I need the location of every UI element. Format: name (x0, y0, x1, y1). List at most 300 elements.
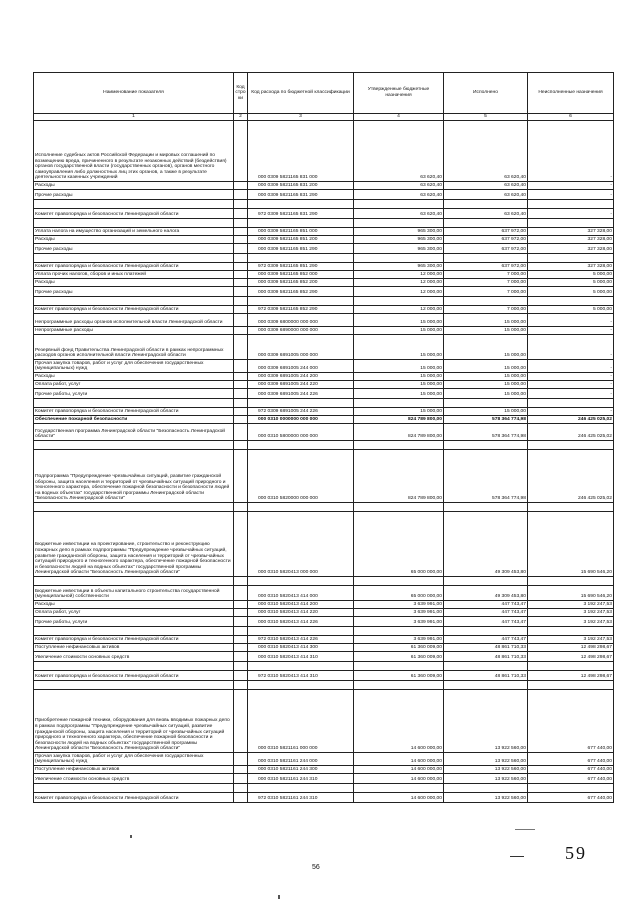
row-approved-amount: 824 789 800,00 (354, 416, 444, 424)
spacer-cell (234, 200, 248, 209)
table-row (34, 774, 614, 784)
table-body (34, 121, 614, 803)
row-line-code (234, 601, 248, 609)
table-row (34, 450, 614, 503)
row-expense-code: 972 0310 5820413 414 226 (248, 636, 354, 644)
spacer-cell (528, 784, 614, 793)
row-expense-code: 000 0309 5821165 852 200 (248, 279, 354, 287)
row-expense-code: 000 0310 5820413 414 000 (248, 586, 354, 601)
table-row (34, 244, 614, 254)
table-row (34, 287, 614, 297)
spacer-cell (248, 219, 354, 228)
table-spacer-row (34, 219, 614, 228)
row-line-code (234, 209, 248, 219)
row-expense-code: 000 0310 5820413 414 300 (248, 644, 354, 652)
spacer-cell (248, 441, 354, 450)
spacer-cell (34, 577, 234, 586)
spacer-cell (354, 577, 444, 586)
row-expense-code: 000 0309 6891005 244 220 (248, 381, 354, 389)
budget-execution-table (33, 72, 614, 803)
row-approved-amount: 3 639 991,00 (354, 617, 444, 627)
row-line-code (234, 408, 248, 416)
spacer-cell (354, 503, 444, 512)
row-remaining-amount: - (528, 314, 614, 327)
spacer-cell (34, 503, 234, 512)
row-approved-amount: 965 300,00 (354, 263, 444, 271)
row-executed-amount: 15 000,00 (444, 360, 528, 373)
row-expense-code: 000 0309 5821165 831 200 (248, 182, 354, 190)
row-executed-amount: 15 000,00 (444, 327, 528, 335)
row-executed-amount: 7 000,00 (444, 287, 528, 297)
row-approved-amount: 3 639 991,00 (354, 636, 444, 644)
row-line-code (234, 389, 248, 399)
table-spacer-row (34, 627, 614, 636)
row-line-code (234, 263, 248, 271)
spacer-cell (248, 784, 354, 793)
spacer-cell (34, 200, 234, 209)
spacer-cell (234, 219, 248, 228)
row-expense-code: 000 0310 5820000 000 000 (248, 450, 354, 503)
row-expense-code: 000 0310 5821161 000 000 (248, 690, 354, 753)
column-number: 4 (354, 114, 444, 121)
spacer-cell (234, 681, 248, 690)
row-approved-amount: 12 000,00 (354, 306, 444, 314)
row-remaining-amount: 246 425 025,02 (528, 424, 614, 441)
spacer-cell (234, 441, 248, 450)
row-expense-code: 000 0309 5821165 851 000 (248, 228, 354, 236)
row-remaining-amount: 327 328,00 (528, 244, 614, 254)
row-indicator-name: Непрограммные расходы органов исполнительной власти Ленинградской области (34, 314, 234, 327)
row-executed-amount: 447 743,47 (444, 609, 528, 617)
row-expense-code: 000 0310 5820413 414 200 (248, 601, 354, 609)
row-line-code (234, 424, 248, 441)
row-executed-amount: 15 000,00 (444, 373, 528, 381)
row-executed-amount: 49 309 453,80 (444, 512, 528, 577)
spacer-cell (444, 662, 528, 671)
row-executed-amount: 15 000,00 (444, 335, 528, 360)
budget-report-sheet (33, 72, 613, 803)
row-executed-amount: 637 972,00 (444, 244, 528, 254)
row-expense-code: 000 0309 5821165 851 290 (248, 244, 354, 254)
row-executed-amount: 49 309 453,80 (444, 586, 528, 601)
spacer-cell (34, 297, 234, 306)
spacer-cell (248, 577, 354, 586)
row-approved-amount: 3 639 991,00 (354, 601, 444, 609)
row-indicator-name: Подпрограмма "Предупреждение чрезвычайных ситуаций, развитие гражданской обороны, защита населения и территорий от чрезвычайных ситуаций природного и техногенного характера, обеспечение пожарной безопасности и безопасности людей на водных объектах" государственной программы Ленинградской области "Безопасность Ленинградской области" (34, 450, 234, 503)
table-row (34, 586, 614, 601)
row-executed-amount: 7 000,00 (444, 279, 528, 287)
row-expense-code: 000 0310 5820413 000 000 (248, 512, 354, 577)
row-indicator-name: Расходы (34, 279, 234, 287)
row-remaining-amount: 327 328,00 (528, 228, 614, 236)
spacer-cell (444, 254, 528, 263)
row-expense-code: 000 0310 5821161 244 310 (248, 774, 354, 784)
spacer-cell (34, 219, 234, 228)
row-line-code (234, 774, 248, 784)
row-line-code (234, 279, 248, 287)
table-row (34, 636, 614, 644)
spacer-cell (234, 784, 248, 793)
row-approved-amount: 14 600 000,00 (354, 793, 444, 803)
table-row (34, 690, 614, 753)
row-approved-amount: 61 360 009,00 (354, 671, 444, 681)
row-indicator-name: Приобретение пожарной техники, оборудования для вновь вводимых пожарных депо в рамках подпрограммы "Предупреждение чрезвычайных ситуаций, развитие гражданской обороны, защита населения и территорий от чрезвычайных ситуаций природного и техногенного характера, обеспечение пожарной безопасности и безопасности людей на водных объектах" государственной программы Ленинградской области "Безопасность Ленинградской области" (34, 690, 234, 753)
table-spacer-row (34, 503, 614, 512)
spacer-cell (354, 681, 444, 690)
spacer-cell (248, 681, 354, 690)
table-row (34, 121, 614, 182)
row-line-code (234, 228, 248, 236)
row-indicator-name: Непрограммные расходы (34, 327, 234, 335)
row-remaining-amount: 3 192 247,53 (528, 601, 614, 609)
spacer-cell (248, 627, 354, 636)
row-expense-code: 972 0309 5821165 851 290 (248, 263, 354, 271)
spacer-cell (234, 662, 248, 671)
table-row (34, 601, 614, 609)
table-row (34, 263, 614, 271)
header-indicator-name: Наименование показателя (34, 73, 234, 114)
row-remaining-amount: - (528, 360, 614, 373)
row-line-code (234, 190, 248, 200)
row-indicator-name: Расходы (34, 236, 234, 244)
spacer-cell (234, 503, 248, 512)
row-executed-amount: 63 620,40 (444, 209, 528, 219)
scan-mark (278, 895, 280, 899)
spacer-cell (34, 254, 234, 263)
row-approved-amount: 15 000,00 (354, 389, 444, 399)
spacer-cell (354, 784, 444, 793)
scan-mark (515, 829, 535, 830)
table-row (34, 793, 614, 803)
row-approved-amount: 63 620,40 (354, 209, 444, 219)
column-number-row (34, 114, 614, 121)
row-approved-amount: 14 600 000,00 (354, 766, 444, 774)
row-executed-amount: 48 861 710,33 (444, 652, 528, 662)
row-indicator-name: Увеличение стоимости основных средств (34, 774, 234, 784)
column-number: 6 (528, 114, 614, 121)
row-remaining-amount: - (528, 327, 614, 335)
spacer-cell (444, 297, 528, 306)
row-remaining-amount: 677 440,00 (528, 690, 614, 753)
row-approved-amount: 12 000,00 (354, 287, 444, 297)
spacer-cell (528, 503, 614, 512)
row-approved-amount: 15 000,00 (354, 335, 444, 360)
row-indicator-name: Комитет правопорядка и безопасности Ленинградской области (34, 636, 234, 644)
table-row (34, 335, 614, 360)
row-indicator-name: Комитет правопорядка и безопасности Ленинградской области (34, 209, 234, 219)
stamp-dash (510, 856, 524, 857)
row-line-code (234, 636, 248, 644)
table-spacer-row (34, 784, 614, 793)
row-approved-amount: 14 600 000,00 (354, 753, 444, 766)
table-row (34, 416, 614, 424)
row-remaining-amount: 15 690 546,20 (528, 586, 614, 601)
row-line-code (234, 121, 248, 182)
spacer-cell (234, 577, 248, 586)
row-line-code (234, 690, 248, 753)
row-line-code (234, 287, 248, 297)
spacer-cell (354, 399, 444, 408)
handwritten-page-stamp: 59 (565, 843, 587, 863)
row-executed-amount: 13 922 560,00 (444, 690, 528, 753)
row-indicator-name: Бюджетные инвестиции на проектирование, строительство и реконструкцию пожарных депо в рамках подпрограммы "Предупреждение чрезвычайных ситуаций, развитие гражданской обороны, защита населения и территорий от чрезвычайных ситуаций природного и техногенного характера, обеспечение пожарной безопасности и безопасности людей на водных объектах" государственной программы Ленинградской области "Безопасность Ленинградской области" (34, 512, 234, 577)
spacer-cell (34, 662, 234, 671)
table-row (34, 306, 614, 314)
row-indicator-name: Комитет правопорядка и безопасности Ленинградской области (34, 408, 234, 416)
row-indicator-name: Расходы (34, 182, 234, 190)
spacer-cell (354, 219, 444, 228)
row-remaining-amount: 3 192 247,53 (528, 636, 614, 644)
spacer-cell (354, 627, 444, 636)
row-indicator-name: Резервный фонд Правительства Ленинградской области в рамках непрограммных расходов органов исполнительной власти Ленинградской области (34, 335, 234, 360)
table-row (34, 209, 614, 219)
row-expense-code: 000 0309 5821165 831 000 (248, 121, 354, 182)
row-indicator-name: Оплата работ, услуг (34, 381, 234, 389)
row-remaining-amount: 677 440,00 (528, 774, 614, 784)
row-line-code (234, 236, 248, 244)
row-executed-amount: 637 972,00 (444, 236, 528, 244)
row-approved-amount: 3 639 991,00 (354, 609, 444, 617)
row-expense-code: 000 0309 6891005 244 226 (248, 389, 354, 399)
row-indicator-name: Комитет правопорядка и безопасности Ленинградской области (34, 671, 234, 681)
spacer-cell (444, 577, 528, 586)
row-executed-amount: 15 000,00 (444, 408, 528, 416)
spacer-cell (528, 219, 614, 228)
row-approved-amount: 63 620,40 (354, 190, 444, 200)
spacer-cell (528, 254, 614, 263)
row-indicator-name: Уплата прочих налогов, сборов и иных платежей (34, 271, 234, 279)
row-remaining-amount: 5 000,00 (528, 287, 614, 297)
header-remaining: Неисполненные назначения (528, 73, 614, 114)
row-indicator-name: Увеличение стоимости основных средств (34, 652, 234, 662)
spacer-cell (354, 662, 444, 671)
row-indicator-name: Прочие расходы (34, 244, 234, 254)
row-indicator-name: Прочие расходы (34, 287, 234, 297)
row-line-code (234, 373, 248, 381)
table-row (34, 190, 614, 200)
row-remaining-amount: - (528, 389, 614, 399)
row-executed-amount: 447 743,47 (444, 636, 528, 644)
row-executed-amount: 63 620,40 (444, 182, 528, 190)
header-expense-code: Код расхода по бюджетной классификации (248, 73, 354, 114)
row-remaining-amount: - (528, 381, 614, 389)
row-indicator-name: Исполнение судебных актов Российской Федерации и мировых соглашений по возмещению вреда, причиненного в результате незаконных действий (бездействия) органов государственной власти (государственных органов), органов местного самоуправления либо должностных лиц этих органов, а также в результате деятельности казенных учреждений (34, 121, 234, 182)
spacer-cell (248, 200, 354, 209)
row-expense-code: 000 0309 6891005 244 200 (248, 373, 354, 381)
spacer-cell (444, 681, 528, 690)
row-indicator-name: Расходы (34, 373, 234, 381)
row-executed-amount: 63 620,40 (444, 190, 528, 200)
row-remaining-amount: - (528, 335, 614, 360)
spacer-cell (528, 662, 614, 671)
row-expense-code: 000 0310 5821161 244 000 (248, 753, 354, 766)
row-executed-amount: 48 861 710,33 (444, 671, 528, 681)
spacer-cell (354, 200, 444, 209)
spacer-cell (444, 399, 528, 408)
table-row (34, 512, 614, 577)
table-row (34, 652, 614, 662)
table-row (34, 671, 614, 681)
column-number: 2 (234, 114, 248, 121)
row-approved-amount: 15 000,00 (354, 314, 444, 327)
row-line-code (234, 766, 248, 774)
spacer-cell (444, 627, 528, 636)
spacer-cell (528, 441, 614, 450)
row-indicator-name: Комитет правопорядка и безопасности Ленинградской области (34, 263, 234, 271)
row-executed-amount: 13 922 560,00 (444, 753, 528, 766)
table-row (34, 271, 614, 279)
row-remaining-amount: 677 440,00 (528, 793, 614, 803)
row-line-code (234, 671, 248, 681)
table-row (34, 228, 614, 236)
table-row (34, 644, 614, 652)
row-approved-amount: 61 360 009,00 (354, 644, 444, 652)
row-approved-amount: 15 000,00 (354, 381, 444, 389)
row-indicator-name: Расходы (34, 601, 234, 609)
row-line-code (234, 327, 248, 335)
row-remaining-amount: 3 192 247,53 (528, 617, 614, 627)
row-approved-amount: 61 360 009,00 (354, 652, 444, 662)
row-expense-code: 972 0309 5821165 831 290 (248, 209, 354, 219)
spacer-cell (34, 399, 234, 408)
spacer-cell (34, 441, 234, 450)
row-approved-amount: 14 600 000,00 (354, 774, 444, 784)
row-line-code (234, 617, 248, 627)
row-executed-amount: 48 861 710,33 (444, 644, 528, 652)
row-line-code (234, 586, 248, 601)
row-approved-amount: 63 620,40 (354, 182, 444, 190)
spacer-cell (34, 784, 234, 793)
row-remaining-amount: 677 440,00 (528, 753, 614, 766)
row-expense-code: 000 0310 5820413 414 226 (248, 617, 354, 627)
table-row (34, 408, 614, 416)
header-line-code: Код строки (234, 73, 248, 114)
table-row (34, 327, 614, 335)
row-expense-code: 000 0309 5821165 852 000 (248, 271, 354, 279)
row-line-code (234, 381, 248, 389)
row-remaining-amount: 12 498 298,67 (528, 644, 614, 652)
row-remaining-amount: 12 498 298,67 (528, 652, 614, 662)
spacer-cell (354, 441, 444, 450)
row-executed-amount: 637 972,00 (444, 263, 528, 271)
table-row (34, 381, 614, 389)
row-executed-amount: 13 922 560,00 (444, 766, 528, 774)
row-remaining-amount: 5 000,00 (528, 271, 614, 279)
row-expense-code: 000 0310 0000000 000 000 (248, 416, 354, 424)
row-remaining-amount: 5 000,00 (528, 279, 614, 287)
row-indicator-name: Прочие работы, услуги (34, 389, 234, 399)
spacer-cell (444, 784, 528, 793)
row-line-code (234, 753, 248, 766)
row-expense-code: 000 0310 5800000 000 000 (248, 424, 354, 441)
table-spacer-row (34, 577, 614, 586)
row-line-code (234, 609, 248, 617)
row-remaining-amount: - (528, 190, 614, 200)
table-spacer-row (34, 662, 614, 671)
row-executed-amount: 637 972,00 (444, 228, 528, 236)
row-executed-amount: 447 743,47 (444, 617, 528, 627)
table-spacer-row (34, 254, 614, 263)
row-expense-code: 000 0310 5820413 414 220 (248, 609, 354, 617)
table-spacer-row (34, 200, 614, 209)
spacer-cell (528, 681, 614, 690)
table-spacer-row (34, 441, 614, 450)
row-approved-amount: 15 000,00 (354, 360, 444, 373)
row-line-code (234, 314, 248, 327)
row-executed-amount: 447 743,47 (444, 601, 528, 609)
row-remaining-amount: - (528, 121, 614, 182)
row-remaining-amount: 246 425 025,02 (528, 450, 614, 503)
row-expense-code: 000 0309 5821165 831 290 (248, 190, 354, 200)
row-indicator-name: Поступление нефинансовых активов (34, 766, 234, 774)
row-indicator-name: Прочие работы, услуги (34, 617, 234, 627)
row-indicator-name: Комитет правопорядка и безопасности Ленинградской области (34, 306, 234, 314)
row-expense-code: 000 0309 6891005 000 000 (248, 335, 354, 360)
spacer-cell (248, 662, 354, 671)
row-remaining-amount: - (528, 373, 614, 381)
row-approved-amount: 63 620,40 (354, 121, 444, 182)
row-line-code (234, 335, 248, 360)
table-row (34, 617, 614, 627)
row-executed-amount: 13 922 560,00 (444, 793, 528, 803)
table-row (34, 182, 614, 190)
column-number: 1 (34, 114, 234, 121)
table-spacer-row (34, 399, 614, 408)
row-approved-amount: 824 789 800,00 (354, 450, 444, 503)
spacer-cell (234, 399, 248, 408)
table-row (34, 279, 614, 287)
spacer-cell (34, 681, 234, 690)
row-approved-amount: 15 000,00 (354, 373, 444, 381)
row-remaining-amount: 677 440,00 (528, 766, 614, 774)
spacer-cell (528, 200, 614, 209)
spacer-cell (234, 254, 248, 263)
row-expense-code: 972 0310 5820413 414 310 (248, 671, 354, 681)
scan-mark (130, 835, 132, 838)
row-line-code (234, 244, 248, 254)
spacer-cell (528, 297, 614, 306)
table-row (34, 373, 614, 381)
spacer-cell (444, 200, 528, 209)
row-remaining-amount: 15 690 546,20 (528, 512, 614, 577)
table-row (34, 236, 614, 244)
row-indicator-name: Комитет правопорядка и безопасности Ленинградской области (34, 793, 234, 803)
spacer-cell (528, 577, 614, 586)
row-remaining-amount: - (528, 209, 614, 219)
table-row (34, 360, 614, 373)
row-expense-code: 972 0309 5821165 852 290 (248, 306, 354, 314)
header-executed: Исполнено (444, 73, 528, 114)
row-line-code (234, 360, 248, 373)
row-expense-code: 972 0309 6891005 244 226 (248, 408, 354, 416)
row-executed-amount: 63 620,40 (444, 121, 528, 182)
row-indicator-name: Уплата налога на имущество организаций и земельного налога (34, 228, 234, 236)
row-indicator-name: Поступление нефинансовых активов (34, 644, 234, 652)
row-indicator-name: Оплата работ, услуг (34, 609, 234, 617)
spacer-cell (248, 399, 354, 408)
row-approved-amount: 824 789 800,00 (354, 424, 444, 441)
spacer-cell (248, 254, 354, 263)
row-approved-amount: 15 000,00 (354, 327, 444, 335)
row-executed-amount: 578 364 774,98 (444, 450, 528, 503)
row-remaining-amount: - (528, 182, 614, 190)
row-approved-amount: 12 000,00 (354, 279, 444, 287)
spacer-cell (248, 297, 354, 306)
row-expense-code: 000 0310 5821161 244 300 (248, 766, 354, 774)
row-line-code (234, 182, 248, 190)
row-approved-amount: 965 300,00 (354, 244, 444, 254)
row-line-code (234, 450, 248, 503)
